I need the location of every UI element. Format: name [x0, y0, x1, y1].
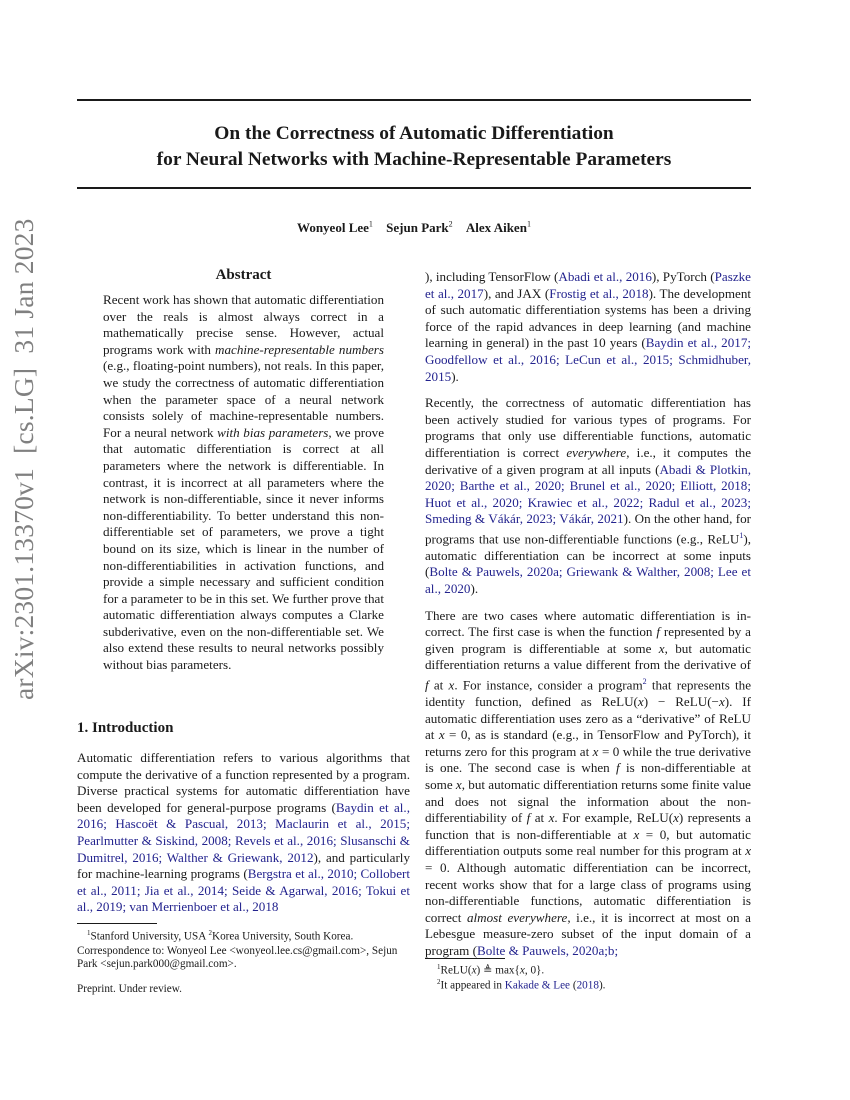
- footnote-ref[interactable]: 2: [642, 677, 647, 687]
- author: Sejun Park$^2$: [386, 220, 453, 236]
- footnote-2: $^2$It appeared in Kakade & Lee (2018).: [437, 978, 606, 992]
- footnote-rule-left: [77, 923, 157, 924]
- abstract-body: Recent work has shown that automatic differentiation over the reals is almost always correct in a mathematically precise sense. However, actual programs work with machine-representable numbers (e.g., floating-point numbers), not reals. In this paper, we study the correctness of automatic differentiation when the parameter space of a neural network consists solely of machine-representable numbers. For a neural network with bias parameters, we prove that automatic differentiation is correct at all parameters where the network is differentiable. In contrast, it is incorrect at all parameters where the network is non-differentiable, since it never informs non-differentiability. To better understand this non-differentiable set of parameters, we prove a tight bound on its size, which is linear in the number of non-differentiabilities in activation functions, and provide a simple necessary and sufficient condition for a parameter to be in this set. We further prove that automatic differentiation always computes a Clarke subderivative, even on the non-differentiable set. We also extend these results to neural networks possibly without bias parameters.: [103, 292, 385, 673]
- abstract-heading: Abstract: [215, 267, 272, 283]
- author: Alex Aiken$^1$: [465, 220, 531, 236]
- author: Wonyeol Lee$^1$: [297, 220, 373, 236]
- citation-link[interactable]: Abadi et al., 2016: [558, 269, 652, 284]
- citation-link[interactable]: Abadi & Plotkin, 2020; Barthe et al., 2020; Brunel et al., 2020; Elliott, 2018; Huot et al., 2020; Krawiec et al., 2022; Radul et al., 2023; Smeding & Vákár, 2023; Vákár, 2021: [425, 461, 751, 527]
- intro-paragraph-2: Recently, the correctness of automatic differentiation has been actively studied for various types of programs. For programs that only use differentiable functions, automatic differentiation is correct everywhere, i.e., it computes the derivative of a given program at all inputs (Abadi & Plotkin, 2020; Barthe et al., 2020; Brunel et al., 2020; Elliott, 2018; Huot et al., 2020; Krawiec et al., 2022; Radul et al., 2023; Smeding & Vákár, 2023; Vákár, 2021). On the other hand, for programs that use non-differentiable functions (e.g., ReLU$^1$), automatic differentiation can be incorrect at some inputs (Bolte & Pauwels, 2020a; Griewank & Walther, 2008; Lee et al., 2020).: [425, 395, 751, 597]
- affiliation-footnote: $^1$Stanford University, USA $^2$Korea University, South Korea. Correspondence to: Wonyeol Lee <wonyeol.lee.cs@gmail.com>, Sejun Park <sejun.park000@gmail.com>.: [77, 927, 410, 972]
- author-list: [77, 220, 751, 236]
- citation-link[interactable]: Kakade & Lee: [504, 979, 571, 992]
- title-line-2: for Neural Networks with Machine-Representable Parameters: [156, 149, 672, 170]
- footnote-1: $^1$ReLU(x) ≜ max{x, 0}.: [437, 963, 545, 977]
- top-rule: [77, 99, 751, 101]
- section-heading-introduction: 1. Introduction: [77, 720, 174, 736]
- citation-link[interactable]: Baydin et al., 2017; Goodfellow et al., 2016; LeCun et al., 2015; Schmidhuber, 2015: [425, 335, 752, 384]
- correspondence-note: Correspondence to: Wonyeol Lee <wonyeol.lee.cs@gmail.com>, Sejun Park <sejun.park000@gmail.com>.: [77, 944, 398, 971]
- footnote-ref[interactable]: 1: [739, 530, 744, 540]
- paper-title: [77, 121, 751, 173]
- title-line-1: On the Correctness of Automatic Differentiation: [214, 123, 614, 144]
- bottom-title-rule: [77, 187, 751, 189]
- citation-link[interactable]: Baydin et al., 2016; Hascoët & Pascual, 2013; Maclaurin et al., 2015; Pearlmutter & Siskind, 2008; Revels et al., 2016; Slusanschi & Dumitrel, 2016; Walther & Griewank, 2012: [77, 799, 410, 865]
- intro-right-column: [425, 269, 751, 959]
- intro-paragraph-1: Automatic differentiation refers to various algorithms that compute the derivative of a function represented by a program. Diverse practical systems for automatic differentiation have been developed for general-purpose programs (Baydin et al., 2016; Hascoët & Pascual, 2013; Maclaurin et al., 2015; Pearlmutter & Siskind, 2008; Revels et al., 2016; Slusanschi & Dumitrel, 2016; Walther & Griewank, 2012), and particularly for machine-learning programs (Bergstra et al., 2010; Collobert et al., 2011; Jia et al., 2014; Seide & Agarwal, 2016; Tokui et al., 2019; van Merrienboer et al., 2018: [77, 750, 410, 915]
- footnote-rule-right: [425, 958, 505, 959]
- preprint-note: Preprint. Under review.: [77, 983, 182, 995]
- citation-link[interactable]: Bolte & Pauwels, 2020a; Griewank & Walther, 2008; Lee et al., 2020: [425, 564, 751, 597]
- citation-link[interactable]: Bolte & Pauwels, 2020a;b;: [477, 942, 619, 958]
- citation-link[interactable]: Frostig et al., 2018: [549, 285, 649, 301]
- citation-link[interactable]: Paszke et al., 2017: [425, 269, 751, 301]
- citation-link[interactable]: Bergstra et al., 2010; Collobert et al., 2011; Jia et al., 2014; Seide & Agarwal, 2016; Tokui et al., 2019; van Merrienboer et al., 2018: [77, 866, 410, 915]
- citation-link[interactable]: 2018: [576, 979, 599, 992]
- intro-paragraph-1-cont: ), including TensorFlow (Abadi et al., 2016), PyTorch (Paszke et al., 2017), and JAX (Frostig et al., 2018). The development of such automatic differentiation systems has been a driving force of the rapid advances in deep learning (and machine learning in general) in the past 10 years (Baydin et al., 2017; Goodfellow et al., 2016; LeCun et al., 2015; Schmidhuber, 2015).: [425, 269, 752, 384]
- intro-left-column: [77, 750, 410, 916]
- intro-paragraph-3: There are two cases where automatic differentiation is incorrect. The first case is when the function f represented by a given program is differentiable at some x, but automatic differentiation returns a value different from the derivative of f at x. For instance, consider a program$^2$ that represents the identity function, defined as ReLU(x) − ReLU(−x). If automatic differentiation uses zero as a “derivative” of ReLU at x = 0, as is standard (e.g., in TensorFlow and PyTorch), it returns zero for this program at x = 0 while the true derivative is one. The second case is when f is non-differentiable at some x, but automatic differentiation returns some finite value and does not signal the information about the non-differentiability of f at x. For example, ReLU(x) represents a function that is non-differentiable at x = 0, but automatic differentiation outputs some real number for this program at x = 0. Although automatic differentiation can be incorrect, recent works show that for a large class of programs using non-differentiable functions, automatic differentiation is correct almost everywhere, i.e., it is incorrect at most on a Lebesgue measure-zero subset of the input domain of a program (Bolte & Pauwels, 2020a;b;: [425, 607, 752, 958]
- arxiv-stamp[interactable]: arXiv:2301.13370v1 [cs.LG] 31 Jan 2023: [8, 218, 39, 700]
